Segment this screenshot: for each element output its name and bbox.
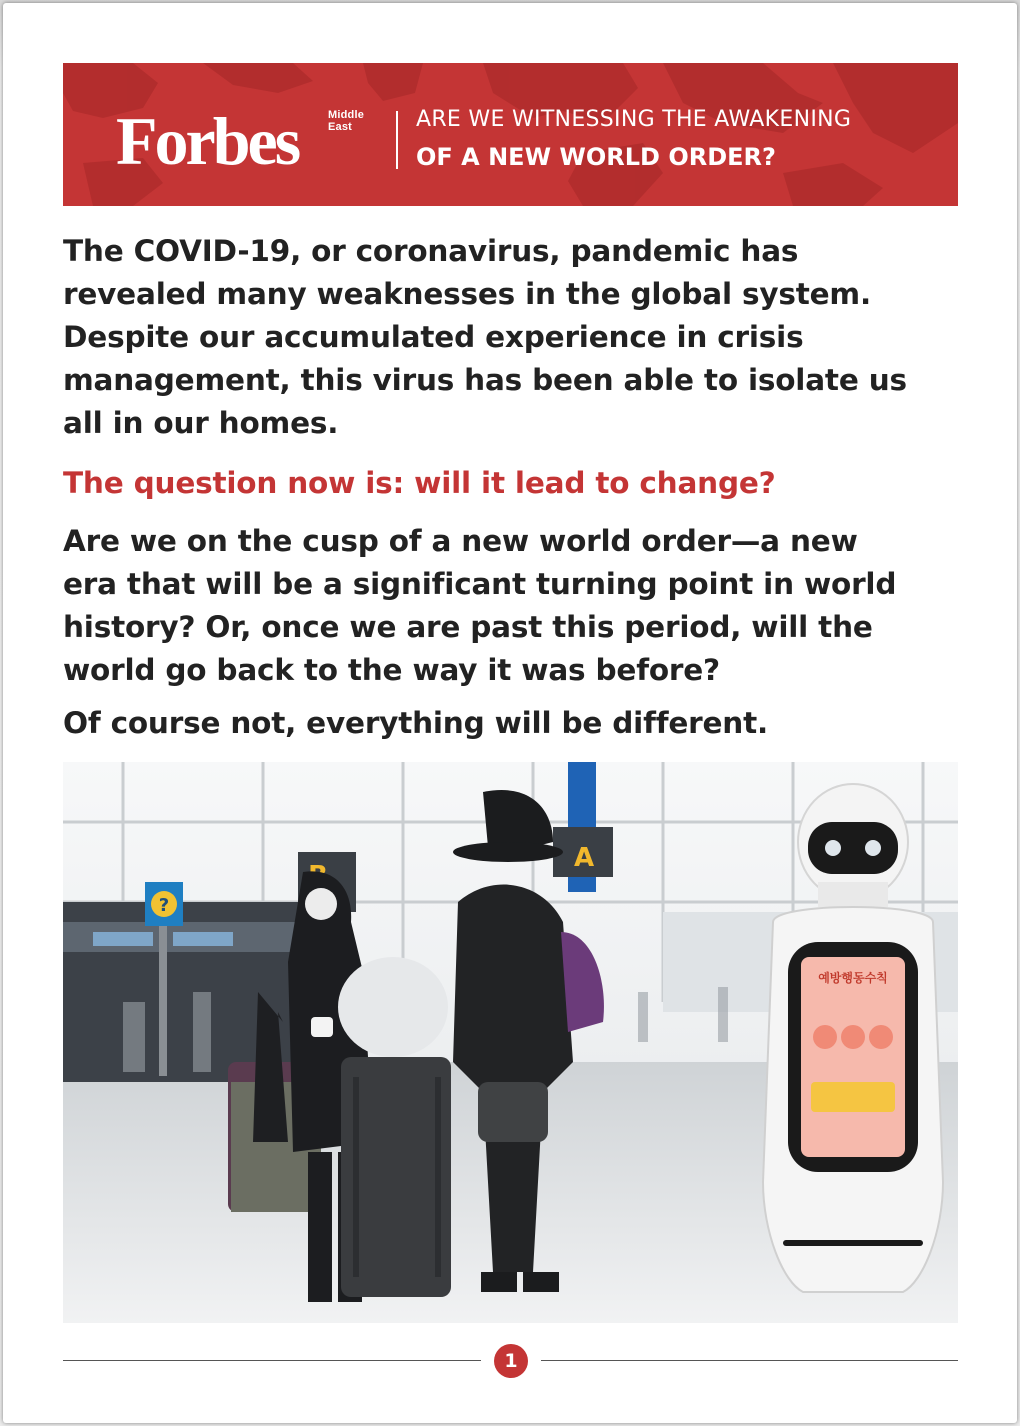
suitcase xyxy=(338,957,451,1297)
brand-region-label: Middle East xyxy=(328,109,365,133)
airport-scene-illustration xyxy=(63,762,958,1323)
intro-paragraph xyxy=(63,230,907,445)
gate-sign-right: A xyxy=(573,843,595,873)
tagline-line1: ARE WE WITNESSING THE AWAKENING xyxy=(416,107,852,132)
intro-line: Despite our accumulated experience in crisis xyxy=(63,320,804,354)
brand-name: Forbes xyxy=(116,103,299,179)
intro-line: management, this virus has been able to isolate us xyxy=(63,363,907,397)
page-number-badge: 1 xyxy=(494,1344,528,1378)
question-paragraph xyxy=(63,520,896,692)
header-banner xyxy=(63,63,958,206)
question-line: history? Or, once we are past this period, will the xyxy=(63,610,873,644)
kiosk-heading: 예방행동수칙 xyxy=(818,971,888,985)
question-line: world go back to the way it was before? xyxy=(63,653,720,687)
intro-line: all in our homes. xyxy=(63,406,339,440)
intro-line: revealed many weaknesses in the global system. xyxy=(63,277,871,311)
conclusion-line: Of course not, everything will be different. xyxy=(63,706,769,740)
tagline-line2: OF A NEW WORLD ORDER? xyxy=(416,143,776,171)
info-sign: ? xyxy=(158,895,170,916)
question-line: era that will be a significant turning point in world xyxy=(63,567,897,601)
forbes-logo xyxy=(116,93,365,179)
question-line: Are we on the cusp of a new world order—a new xyxy=(63,524,858,558)
highlight-question: The question now is: will it lead to change? xyxy=(63,466,776,500)
airport-photo xyxy=(63,762,958,1323)
footer-rule-right xyxy=(541,1360,958,1361)
footer-rule-left xyxy=(63,1360,481,1361)
intro-line: The COVID-19, or coronavirus, pandemic has xyxy=(63,234,799,268)
banner-divider xyxy=(396,111,398,169)
